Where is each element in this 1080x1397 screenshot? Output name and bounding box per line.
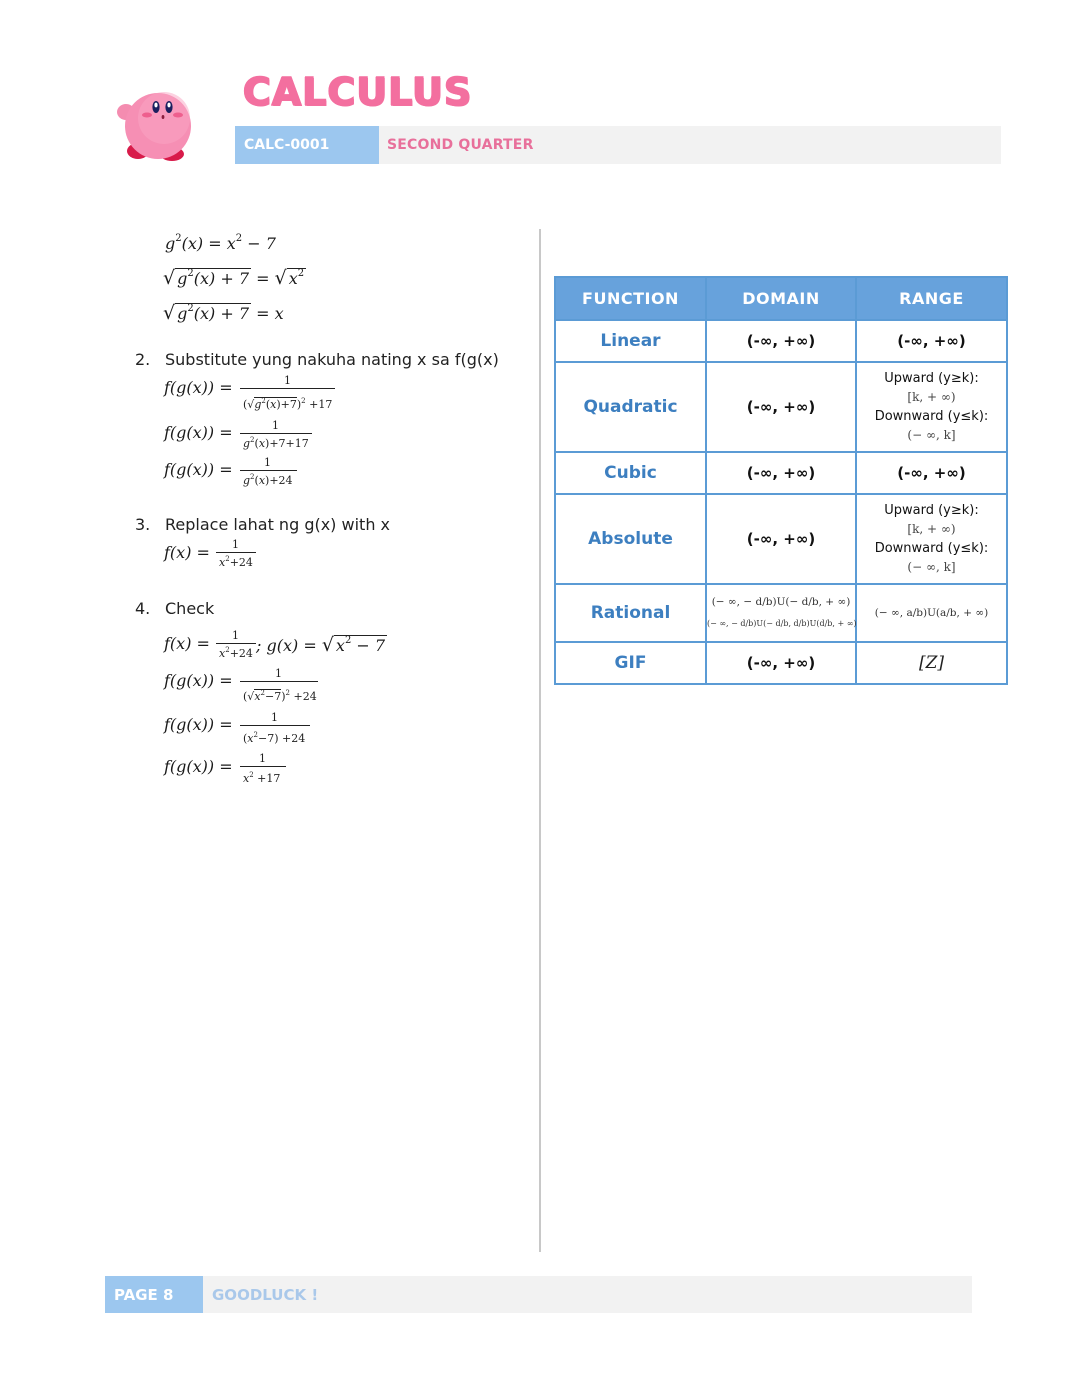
fraction-numerator: 1 (264, 456, 271, 469)
math-lhs: f(x) = (164, 543, 210, 562)
domain-value: (-∞, +∞) (706, 494, 856, 584)
fraction-denominator: $g^2(x)+7+17$ (243, 436, 309, 450)
range-value: (− ∞, a/b)U(a/b, + ∞) (856, 584, 1007, 642)
domain-value: (− ∞, − d/b)U(− d/b, + ∞) (− ∞, − d/b)U(− d/b, d/b)U(d/b, + ∞) (706, 584, 856, 642)
math-lhs: f(g(x)) = (164, 378, 233, 397)
domain-value: (-∞, +∞) (706, 362, 856, 452)
function-name: Quadratic (555, 362, 706, 452)
range-value: [Z] (856, 642, 1007, 684)
fraction-bar (240, 388, 335, 389)
table-row (555, 452, 1007, 494)
math-lhs: f(g(x)) = (164, 423, 233, 442)
domain-value: (-∞, +∞) (706, 452, 856, 494)
table-row (555, 362, 1007, 452)
fraction-numerator: 1 (259, 752, 266, 765)
function-name: GIF (555, 642, 706, 684)
header-function: FUNCTION (555, 277, 706, 320)
fraction-denominator: $(x^2-7) +24$ (243, 731, 306, 745)
fraction-denominator: $(√g^2(x)+7)^2 +17$ (243, 397, 333, 411)
kirby-mascot-icon (116, 88, 198, 164)
fraction-denominator: $x^2+24$ (219, 555, 253, 569)
course-code: CALC-0001 (235, 126, 379, 164)
fraction-numerator: 1 (232, 538, 239, 551)
fraction-numerator: 1 (271, 711, 278, 724)
range-value: Upward (y≥k): [k, + ∞) Downward (y≤k): (− ∞, k] (856, 494, 1007, 584)
range-value: (-∞, +∞) (856, 452, 1007, 494)
range-value: Upward (y≥k): [k, + ∞) Downward (y≤k): (− ∞, k] (856, 362, 1007, 452)
math-line: √ $g^2(x) + 7 = x$ (163, 302, 284, 324)
domain-range-table (554, 276, 1008, 685)
math-line: √ $g^2(x) + 7$ = √ $x^2$ (163, 267, 305, 289)
function-name: Linear (555, 320, 706, 362)
fraction-denominator: $x^2 +17$ (243, 771, 281, 785)
fraction-bar (240, 725, 310, 726)
function-name: Cubic (555, 452, 706, 494)
fraction-bar (240, 433, 312, 434)
fraction-numerator: 1 (232, 629, 239, 642)
fraction-denominator: $x^2+24$ (219, 646, 253, 660)
table-row (555, 494, 1007, 584)
domain-value: (-∞, +∞) (706, 320, 856, 362)
step-4-heading: 4. Check (135, 599, 215, 618)
math-line: $g^2(x) = x^2 - 7$ (165, 233, 276, 253)
fraction-numerator: 1 (275, 667, 282, 680)
table-row (555, 320, 1007, 362)
fraction-bar (216, 643, 256, 644)
fraction-bar (240, 766, 286, 767)
fraction-bar (240, 681, 318, 682)
header-bar (235, 126, 1001, 164)
header-domain: DOMAIN (706, 277, 856, 320)
footer-bar (105, 1276, 972, 1313)
table-row (555, 642, 1007, 684)
function-name: Absolute (555, 494, 706, 584)
range-value: (-∞, +∞) (856, 320, 1007, 362)
quarter-label: SECOND QUARTER (387, 137, 534, 153)
fraction-denominator: $g^2(x)+24$ (243, 473, 293, 487)
fraction-numerator: 1 (272, 419, 279, 432)
page-number: PAGE 8 (105, 1276, 203, 1313)
math-lhs: f(g(x)) = (164, 757, 233, 776)
step-2-heading: 2. Substitute yung nakuha nating x sa f(g(x) (135, 350, 499, 369)
table-header-row (555, 277, 1007, 320)
fraction-numerator: 1 (284, 374, 291, 387)
fraction-denominator: $(√x^2-7)^2 +24$ (243, 689, 317, 703)
table-row (555, 584, 1007, 642)
math-lhs: f(g(x)) = (164, 715, 233, 734)
math-lhs: f(g(x)) = (164, 460, 233, 479)
function-name: Rational (555, 584, 706, 642)
math-rhs: ; g(x) = √ $x^2 - 7$ (256, 634, 386, 656)
footer-message: GOODLUCK ! (212, 1285, 319, 1304)
header-range: RANGE (856, 277, 1007, 320)
fraction-bar (216, 552, 256, 553)
fraction-bar (240, 470, 297, 471)
domain-value: (-∞, +∞) (706, 642, 856, 684)
page-title: CALCULUS (243, 70, 473, 114)
math-lhs: f(x) = (164, 634, 210, 653)
column-divider (539, 229, 541, 1252)
math-lhs: f(g(x)) = (164, 671, 233, 690)
step-3-heading: 3. Replace lahat ng g(x) with x (135, 515, 391, 534)
